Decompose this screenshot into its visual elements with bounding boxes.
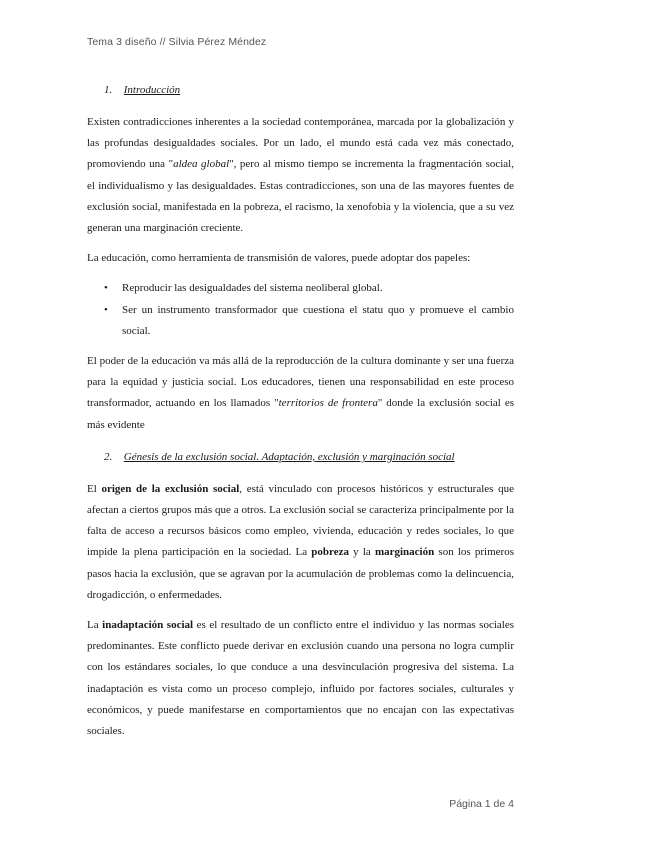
page-number: Página 1 de 4 bbox=[449, 798, 514, 810]
document-body bbox=[87, 82, 514, 751]
text-run: La bbox=[87, 619, 103, 632]
section-1-title: Introducción bbox=[123, 84, 181, 96]
bold-term-pobreza: pobreza bbox=[311, 546, 349, 559]
list-item-text: Ser un instrumento transformador que cuestiona el statu quo y promueve el cambio social. bbox=[122, 303, 514, 337]
section-1-number: 1. bbox=[104, 84, 113, 96]
section-2-paragraph-2 bbox=[87, 615, 514, 742]
section-2-heading bbox=[87, 449, 514, 465]
section-2-number: 2. bbox=[104, 450, 113, 463]
page-header: Tema 3 diseño // Silvia Pérez Méndez bbox=[87, 36, 267, 48]
bold-term-origen: origen de la exclusión social bbox=[101, 482, 240, 495]
bold-term-inadaptacion: inadaptación social bbox=[102, 619, 194, 632]
list-item-text: Reproducir las desigualdades del sistema neoliberal global. bbox=[122, 282, 383, 295]
text-run: " donde la exclusión social es más evidente bbox=[87, 397, 515, 431]
section-2-paragraph-1 bbox=[87, 479, 514, 606]
bold-term-marginacion: marginación bbox=[374, 546, 435, 559]
list-item bbox=[87, 300, 514, 342]
text-run: son los primeros pasos hacia la exclusión, que se agravan por la acumulación de problemas como la delincuencia, drogadicción, o enfermedades. bbox=[87, 546, 514, 601]
bullet-icon: • bbox=[104, 303, 108, 316]
section-2-title: Génesis de la exclusión social. Adaptación, exclusión y marginación social bbox=[123, 450, 455, 463]
section-1-heading bbox=[87, 82, 514, 98]
list-item bbox=[87, 278, 514, 299]
text-run: El bbox=[87, 482, 102, 495]
text-run: es el resultado de un conflicto entre el individuo y las normas sociales predominantes. Este conflicto puede derivar en exclusión cuando una persona no logra cumplir con los estándares sociales, lo que conduce a una desvinculación progresiva del sistema. La inadaptación es vista como un proceso complejo, influido por factores sociales, culturales y económicos, y puede manifestarse en comportamientos que no encajan con las expectativas sociales. bbox=[87, 619, 514, 738]
italic-term-aldea-global: aldea global bbox=[173, 158, 230, 171]
section-1-paragraph-2: La educación, como herramienta de transmisión de valores, puede adoptar dos papeles: bbox=[87, 252, 471, 265]
italic-term-territorios: territorios de frontera bbox=[278, 397, 378, 410]
text-run: Existen contradicciones inherentes a la sociedad contemporánea, marcada por la globalización y las profundas desigualdades sociales. Por un lado, el mundo está cada vez más conectado, promoviendo una " bbox=[87, 116, 514, 171]
text-run: y la bbox=[348, 546, 375, 559]
text-run: El poder de la educación va más allá de la reproducción de la cultura dominante y ser una fuerza para la equidad y justicia social. Los educadores, tienen una responsabilidad en este proceso transformador, actuando en los llamados " bbox=[87, 355, 514, 410]
bullet-icon: • bbox=[104, 282, 108, 295]
bullet-list bbox=[87, 278, 514, 342]
section-1-paragraph-1 bbox=[87, 112, 514, 239]
section-1-paragraph-3 bbox=[87, 351, 514, 436]
text-run: ", pero al mismo tiempo se incrementa la fragmentación social, el individualismo y las desigualdades. Estas contradicciones, son una de las mayores fuentes de exclusión social, manifestada en la pobreza, el racismo, la xenofobia y la violencia, que a su vez generan una marginación creciente. bbox=[87, 158, 514, 235]
text-run: , está vinculado con procesos históricos y estructurales que afectan a ciertos grupos más que a otros. La exclusión social se caracteriza principalmente por la falta de acceso a recursos básicos como empleo, vivienda, educación y redes sociales, lo que impide la plena participación en la sociedad. La bbox=[87, 482, 514, 559]
